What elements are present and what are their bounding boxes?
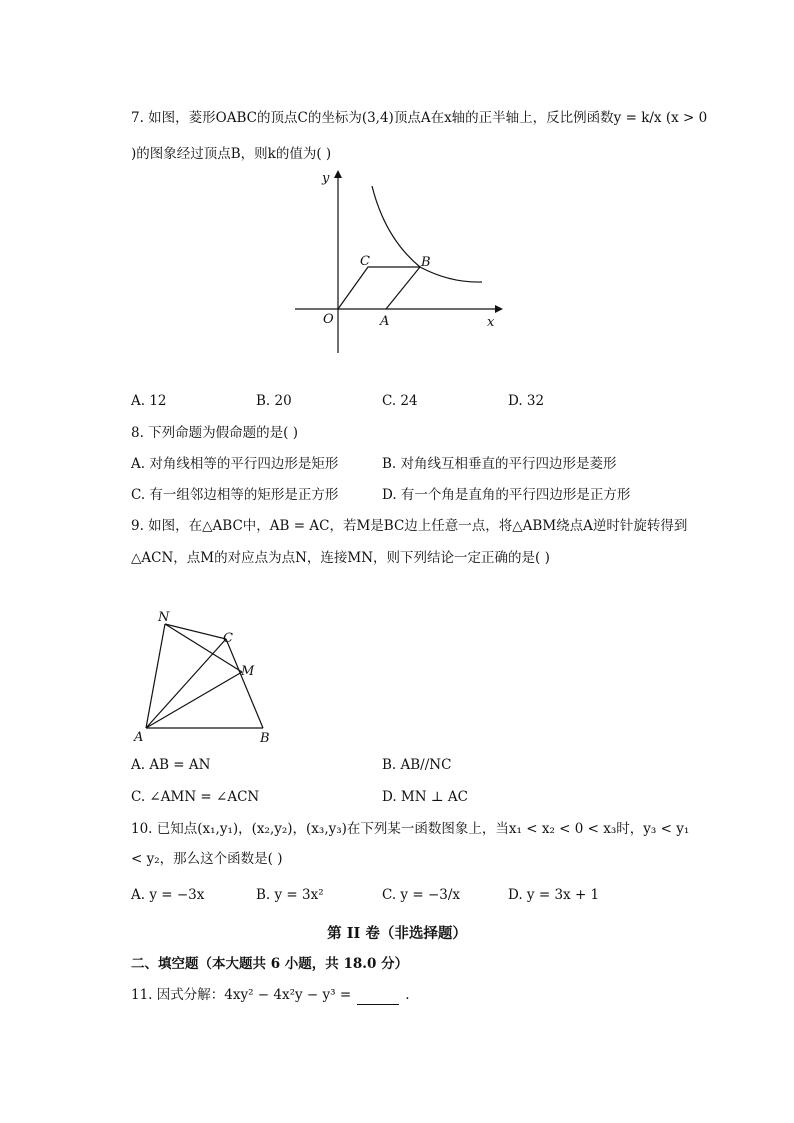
- q8-option-b: B. 对角线互相垂直的平行四边形是菱形: [382, 456, 617, 472]
- q10-stem-line1: 10. 已知点(x₁,y₁)，(x₂,y₂)，(x₃,y₃)在下列某一函数图象上，当x₁ < x₂ < 0 < x₃时，y₃ < y₁: [131, 821, 690, 837]
- q9-option-c: C. ∠AMN = ∠ACN: [131, 789, 260, 805]
- q10-stem-line2: < y₂，那么这个函数是( ): [131, 851, 283, 867]
- q7-point-b-label: B: [421, 255, 431, 270]
- q9-stem-line2: △ACN，点M的对应点为点N，连接MN，则下列结论一定正确的是( ): [131, 550, 550, 566]
- q9-triangle-figure: [128, 608, 288, 748]
- q8-option-d: D. 有一个角是直角的平行四边形是正方形: [382, 487, 631, 503]
- q9-point-n-label: N: [158, 610, 170, 625]
- q10-option-b: B. y = 3x²: [256, 887, 324, 903]
- q7-option-a: A. 12: [131, 393, 167, 409]
- q9-stem-line1: 9. 如图，在△ABC中，AB = AC，若M是BC边上任意一点，将△ABM绕点A逆时针旋转得到: [131, 518, 688, 534]
- q10-option-a: A. y = −3x: [131, 887, 205, 903]
- q11-stem: [131, 986, 409, 1005]
- q11-end: .: [405, 987, 410, 1003]
- q10-option-c: C. y = −3/x: [382, 887, 461, 903]
- q7-option-d: D. 32: [508, 393, 545, 409]
- q10-option-d: D. y = 3x + 1: [508, 887, 600, 903]
- q8-stem: 8. 下列命题为假命题的是( ): [131, 425, 298, 441]
- q7-option-c: C. 24: [382, 393, 418, 409]
- q7-point-c-label: C: [360, 254, 370, 269]
- q9-option-a: A. AB = AN: [131, 757, 211, 773]
- part2-heading: 二、填空题（本大题共 6 小题，共 18.0 分）: [131, 956, 409, 972]
- q9-point-b-label: B: [260, 731, 270, 746]
- q11-answer-blank: [357, 986, 399, 1005]
- q7-option-b: B. 20: [256, 393, 292, 409]
- q8-option-a: A. 对角线相等的平行四边形是矩形: [131, 456, 339, 472]
- q8-option-c: C. 有一组邻边相等的矩形是正方形: [131, 487, 339, 503]
- q11-text: 11. 因式分解：4xy² − 4x²y − y³ =: [131, 987, 352, 1003]
- q7-coordinate-figure: [290, 168, 530, 358]
- q9-point-a-label: A: [134, 730, 144, 745]
- q9-option-d: D. MN ⊥ AC: [382, 789, 468, 805]
- q7-stem-line1: 7. 如图，菱形OABC的顶点C的坐标为(3,4)顶点A在x轴的正半轴上，反比例函数y = k/x (x > 0: [131, 110, 708, 126]
- q7-stem-line2: )的图象经过顶点B，则k的值为( ): [131, 146, 332, 162]
- q7-point-a-label: A: [380, 314, 390, 329]
- q9-option-b: B. AB//NC: [382, 757, 452, 773]
- section-title: 第 II 卷（非选择题）: [327, 925, 467, 942]
- q7-y-axis-label: y: [322, 171, 330, 186]
- q7-x-axis-label: x: [487, 315, 495, 330]
- q7-origin-label: O: [323, 312, 334, 327]
- q9-point-c-label: C: [223, 631, 233, 646]
- q9-point-m-label: M: [241, 664, 255, 679]
